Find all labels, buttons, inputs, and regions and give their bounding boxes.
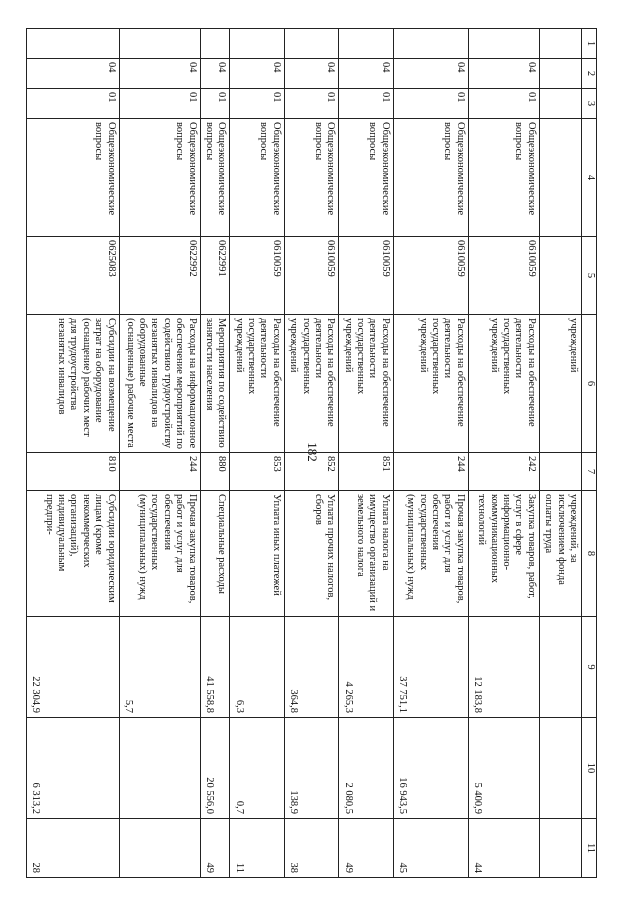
table-cell-col-1 <box>230 29 285 59</box>
table-cell-col-5: 0622992 <box>119 237 200 315</box>
table-cell-col-9: 4 265,3 <box>339 617 394 718</box>
table-cell-col-3 <box>539 89 581 119</box>
table-cell-col-6: Расходы на обеспечение деятельности государственных учреждений <box>393 315 468 453</box>
table-cell-col-6: Расходы на обеспечение деятельности государственных учреждений <box>468 315 539 453</box>
table-cell-col-1 <box>284 29 339 59</box>
table-cell-col-1 <box>26 29 119 59</box>
table-cell-col-4: Общеэкономические вопросы <box>284 119 339 237</box>
table-cell-col-8: Уплата прочих налогов, сборов <box>284 491 339 617</box>
table-cell-col-10: 138,9 <box>284 718 339 819</box>
table-cell-col-5: 0610059 <box>339 237 394 315</box>
table-cell-col-9: 12 183,8 <box>468 617 539 718</box>
table-cell-col-8: Уплата иных платежей <box>230 491 285 617</box>
table-cell-col-10: 16 943,5 <box>393 718 468 819</box>
table-cell-col-10: 5 400,9 <box>468 718 539 819</box>
table-cell-col-7: 880 <box>200 453 230 491</box>
table-cell-col-2: 04 <box>339 59 394 89</box>
table-cell-col-4: Общеэкономические вопросы <box>393 119 468 237</box>
table-cell-col-5: 0610059 <box>468 237 539 315</box>
table-cell-col-5: 0610059 <box>230 237 285 315</box>
table-cell-col-8: учреждений, за исключением фонда оплаты труда <box>539 491 581 617</box>
table-cell-col-9: 6,3 <box>230 617 285 718</box>
header-cell: 5 <box>582 237 597 315</box>
table-cell-col-2: 04 <box>200 59 230 89</box>
table-row <box>539 29 581 878</box>
header-cell: 6 <box>582 315 597 453</box>
header-cell: 4 <box>582 119 597 237</box>
table-cell-col-11 <box>119 819 200 878</box>
table-cell-col-1 <box>468 29 539 59</box>
table-cell-col-5: 0610059 <box>284 237 339 315</box>
table-cell-col-11: 28 <box>26 819 119 878</box>
table-cell-col-5: 0610059 <box>393 237 468 315</box>
rotated-table-container <box>30 28 597 877</box>
header-cell: 8 <box>582 491 597 617</box>
table-cell-col-9: 22 304,9 <box>26 617 119 718</box>
table-cell-col-2: 04 <box>468 59 539 89</box>
table-row <box>200 29 230 878</box>
table-cell-col-2 <box>539 59 581 89</box>
table-cell-col-7: 242 <box>468 453 539 491</box>
budget-table-sheet <box>30 28 597 877</box>
table-cell-col-9: 364,8 <box>284 617 339 718</box>
table-cell-col-11 <box>539 819 581 878</box>
table-cell-col-6: Расходы на информационное обеспечение мероприятий по содействию трудоустройству незанятых инвалидов на оборудованные (оснащенные) рабочие места <box>119 315 200 453</box>
table-cell-col-10: 2 080,5 <box>339 718 394 819</box>
table-cell-col-6: Расходы на обеспечение деятельности государственных учреждений <box>230 315 285 453</box>
table-cell-col-8: Прочая закупка товаров, работ и услуг для обеспечения государственных (муниципальных) нужд <box>119 491 200 617</box>
table-cell-col-1 <box>539 29 581 59</box>
table-cell-col-1 <box>393 29 468 59</box>
table-cell-col-8: Уплата налога на имущество организаций и земельного налога <box>339 491 394 617</box>
table-cell-col-8: Субсидии юридическим лицам (кроме некоммерческих организаций), индивидуальным предпри- <box>26 491 119 617</box>
table-cell-col-8: Прочая закупка товаров, работ и услуг для обеспечения государственных (муниципальных) нужд <box>393 491 468 617</box>
table-cell-col-10: 20 556,0 <box>200 718 230 819</box>
table-cell-col-7: 853 <box>230 453 285 491</box>
table-cell-col-9 <box>539 617 581 718</box>
table-cell-col-6: Мероприятия по содействию занятости населения <box>200 315 230 453</box>
table-cell-col-3: 01 <box>284 89 339 119</box>
table-cell-col-11: 49 <box>200 819 230 878</box>
table-cell-col-11: 45 <box>393 819 468 878</box>
budget-table <box>26 28 597 878</box>
table-cell-col-1 <box>339 29 394 59</box>
table-cell-col-9: 5,7 <box>119 617 200 718</box>
table-cell-col-4: Общеэкономические вопросы <box>200 119 230 237</box>
table-row <box>339 29 394 878</box>
table-cell-col-7: 852 <box>284 453 339 491</box>
table-cell-col-11: 44 <box>468 819 539 878</box>
header-cell: 10 <box>582 718 597 819</box>
table-cell-col-2: 04 <box>230 59 285 89</box>
table-cell-col-6: учреждений <box>539 315 581 453</box>
table-cell-col-2: 04 <box>284 59 339 89</box>
table-cell-col-10 <box>539 718 581 819</box>
table-cell-col-7: 244 <box>393 453 468 491</box>
table-row <box>230 29 285 878</box>
table-cell-col-2: 04 <box>393 59 468 89</box>
page-number: 182 <box>305 442 320 462</box>
table-cell-col-11: 38 <box>284 819 339 878</box>
table-cell-col-10: 0,7 <box>230 718 285 819</box>
table-cell-col-3: 01 <box>200 89 230 119</box>
table-cell-col-1 <box>200 29 230 59</box>
table-cell-col-7: 810 <box>26 453 119 491</box>
table-cell-col-5: 0622991 <box>200 237 230 315</box>
table-cell-col-5 <box>539 237 581 315</box>
table-cell-col-8: Специальные расходы <box>200 491 230 617</box>
table-cell-col-9: 37 751,1 <box>393 617 468 718</box>
table-cell-col-9: 41 558,8 <box>200 617 230 718</box>
table-cell-col-4: Общеэкономические вопросы <box>119 119 200 237</box>
table-cell-col-4 <box>539 119 581 237</box>
table-cell-col-6: Расходы на обеспечение деятельности государственных учреждений <box>284 315 339 453</box>
table-cell-col-4: Общеэкономические вопросы <box>26 119 119 237</box>
table-cell-col-3: 01 <box>230 89 285 119</box>
table-cell-col-11: 49 <box>339 819 394 878</box>
table-row <box>26 29 119 878</box>
table-cell-col-7: 244 <box>119 453 200 491</box>
header-cell: 1 <box>582 29 597 59</box>
table-cell-col-5: 0625083 <box>26 237 119 315</box>
table-cell-col-6: Субсидии на возмещение затрат на оборудование (оснащение) рабочих мест для трудоустройства незанятых инвалидов <box>26 315 119 453</box>
table-cell-col-10 <box>119 718 200 819</box>
table-body <box>26 29 581 878</box>
table-cell-col-3: 01 <box>468 89 539 119</box>
table-cell-col-6: Расходы на обеспечение деятельности государственных учреждений <box>339 315 394 453</box>
table-cell-col-2: 04 <box>26 59 119 89</box>
table-cell-col-3: 01 <box>393 89 468 119</box>
table-cell-col-11: 11 <box>230 819 285 878</box>
table-row <box>119 29 200 878</box>
header-row <box>582 29 597 878</box>
table-cell-col-2: 04 <box>119 59 200 89</box>
header-cell: 9 <box>582 617 597 718</box>
header-cell: 2 <box>582 59 597 89</box>
table-cell-col-1 <box>119 29 200 59</box>
header-cell: 3 <box>582 89 597 119</box>
table-cell-col-7: 851 <box>339 453 394 491</box>
table-cell-col-7 <box>539 453 581 491</box>
table-cell-col-8: Закупка товаров, работ, услуг в сфере информационно-коммуникационных технологий <box>468 491 539 617</box>
table-cell-col-3: 01 <box>119 89 200 119</box>
table-cell-col-4: Общеэкономические вопросы <box>230 119 285 237</box>
table-cell-col-10: 6 313,2 <box>26 718 119 819</box>
table-row <box>284 29 339 878</box>
header-cell: 11 <box>582 819 597 878</box>
table-cell-col-3: 01 <box>339 89 394 119</box>
table-row <box>468 29 539 878</box>
header-cell: 7 <box>582 453 597 491</box>
table-row <box>393 29 468 878</box>
table-cell-col-4: Общеэкономические вопросы <box>468 119 539 237</box>
table-cell-col-4: Общеэкономические вопросы <box>339 119 394 237</box>
table-cell-col-3: 01 <box>26 89 119 119</box>
